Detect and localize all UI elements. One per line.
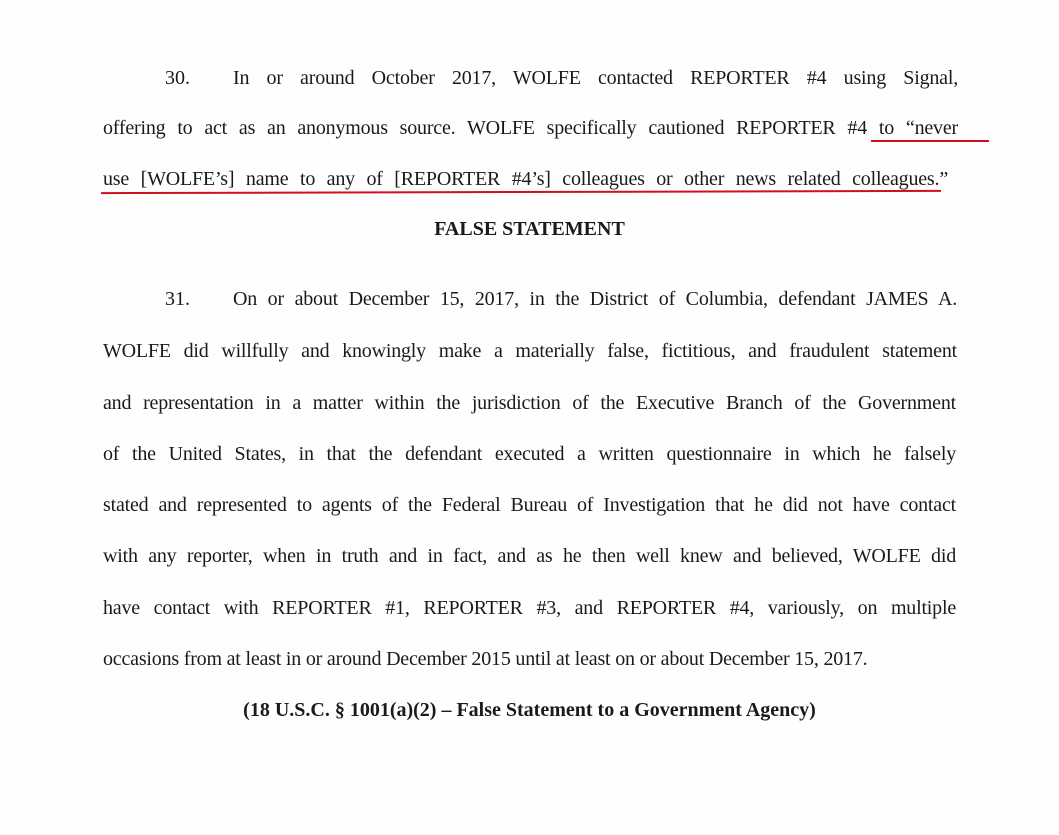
paragraph-31-line-8: occasions from at least in or around December 2015 until at least on or about December 15, 2017. (103, 648, 868, 670)
statute-citation: (18 U.S.C. § 1001(a)(2) – False Statement to a Government Agency) (243, 699, 816, 721)
paragraph-30-line-3: use [WOLFE’s] name to any of [REPORTER #4’s] colleagues or other news related colleagues.” (103, 168, 948, 190)
paragraph-30-line-1: In or around October 2017, WOLFE contacted REPORTER #4 using Signal, (233, 67, 958, 89)
paragraph-31-line-3: and representation in a matter within the jurisdiction of the Executive Branch of the Government (103, 392, 956, 414)
section-heading-false-statement: FALSE STATEMENT (434, 218, 625, 240)
paragraph-30-line-2: offering to act as an anonymous source. WOLFE specifically cautioned REPORTER #4 to “never (103, 117, 958, 139)
paragraph-31-line-5: stated and represented to agents of the Federal Bureau of Investigation that he did not have contact (103, 494, 956, 516)
paragraph-31-line-2: WOLFE did willfully and knowingly make a materially false, fictitious, and fraudulent statement (103, 340, 957, 362)
paragraph-30-number: 30. (165, 67, 190, 89)
paragraph-31-line-1: On or about December 15, 2017, in the District of Columbia, defendant JAMES A. (233, 288, 957, 310)
paragraph-31-number: 31. (165, 288, 190, 310)
paragraph-31-line-7: have contact with REPORTER #1, REPORTER #3, and REPORTER #4, variously, on multiple (103, 597, 956, 619)
paragraph-31-line-6: with any reporter, when in truth and in fact, and as he then well knew and believed, WOLFE did (103, 545, 956, 567)
red-underline-1 (871, 140, 989, 142)
paragraph-31-line-4: of the United States, in that the defendant executed a written questionnaire in which he falsely (103, 443, 956, 465)
